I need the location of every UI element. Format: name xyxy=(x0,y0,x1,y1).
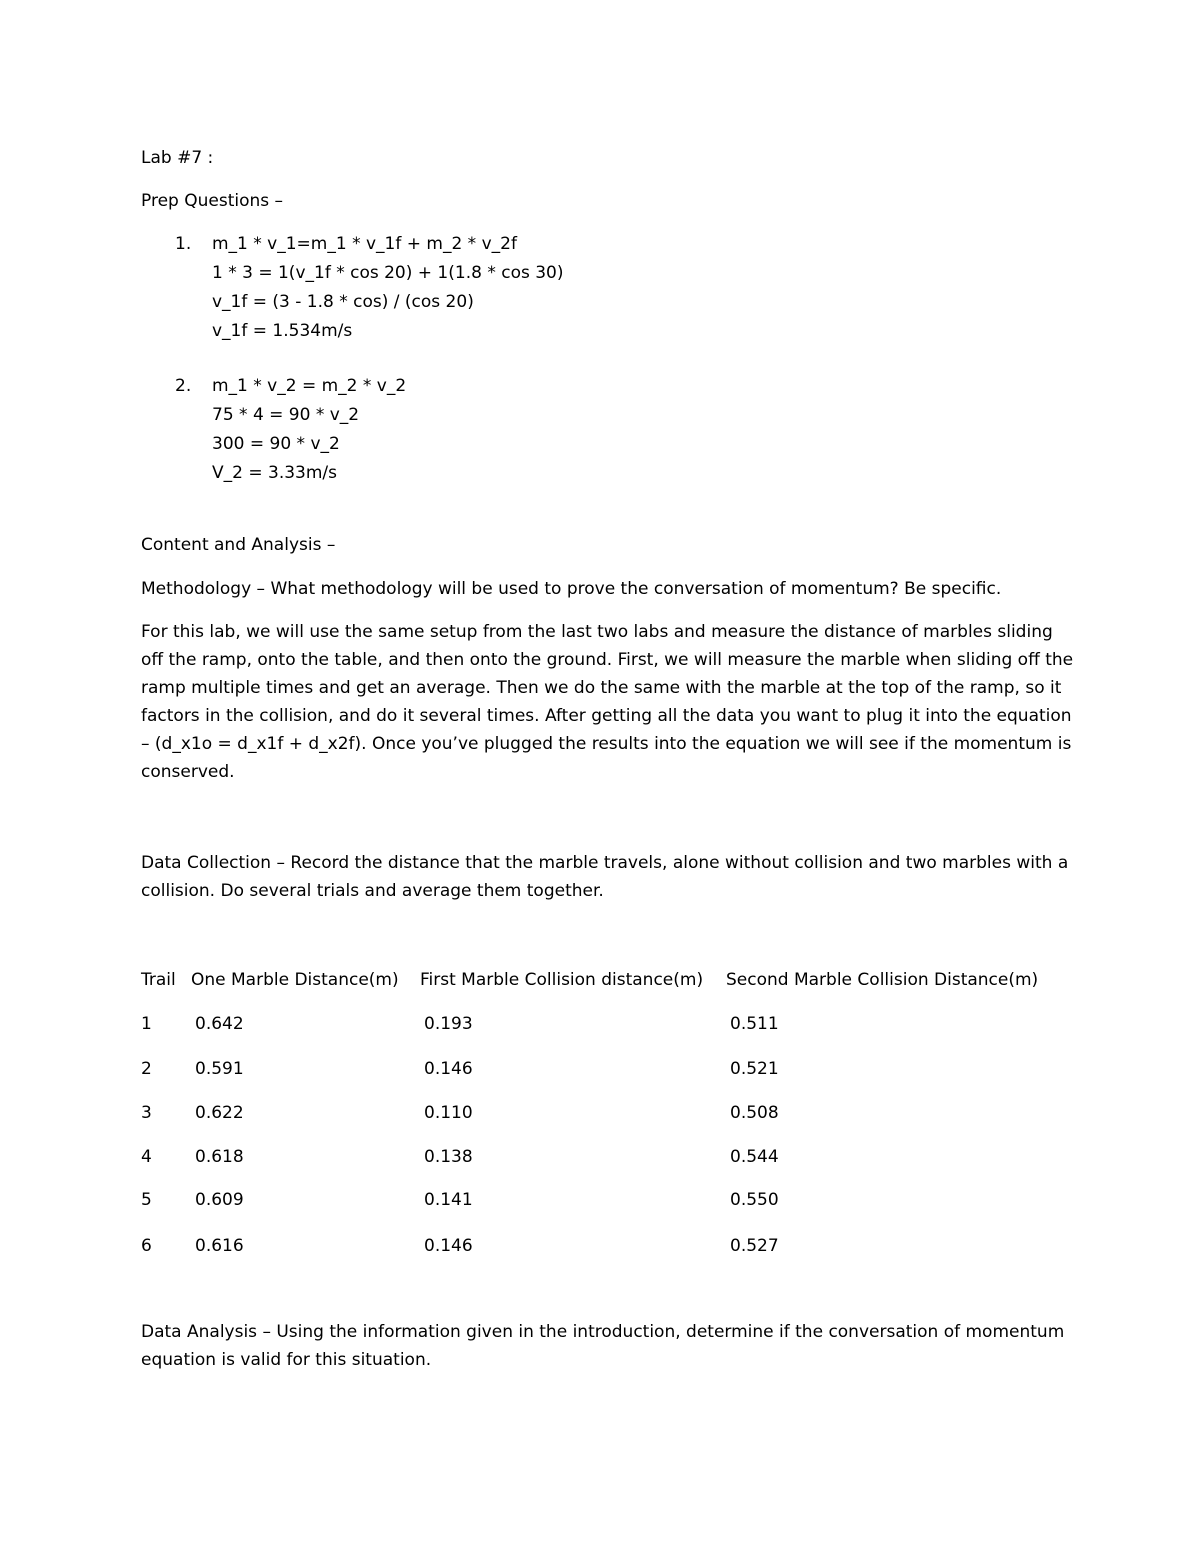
table-cell: 1 xyxy=(141,1014,152,1034)
table-cell: 0.609 xyxy=(195,1190,244,1210)
table-cell: 0.146 xyxy=(424,1059,473,1079)
table-cell: 0.521 xyxy=(730,1059,779,1079)
equation-line: V_2 = 3.33m/s xyxy=(212,463,337,483)
table-header-cell: Trail xyxy=(141,970,176,990)
table-cell: 0.616 xyxy=(195,1236,244,1256)
table-cell: 0.544 xyxy=(730,1147,779,1167)
equation-line: m_1 * v_2 = m_2 * v_2 xyxy=(212,376,407,396)
table-cell: 0.193 xyxy=(424,1014,473,1034)
table-cell: 6 xyxy=(141,1236,152,1256)
table-cell: 2 xyxy=(141,1059,152,1079)
lab-title: Lab #7 : xyxy=(141,148,214,168)
content-analysis-heading: Content and Analysis – xyxy=(141,535,336,555)
table-cell: 5 xyxy=(141,1190,152,1210)
table-cell: 0.146 xyxy=(424,1236,473,1256)
table-header-cell: One Marble Distance(m) xyxy=(191,970,399,990)
table-cell: 0.138 xyxy=(424,1147,473,1167)
table-cell: 0.508 xyxy=(730,1103,779,1123)
table-cell: 0.511 xyxy=(730,1014,779,1034)
table-cell: 0.591 xyxy=(195,1059,244,1079)
equation-line: m_1 * v_1=m_1 * v_1f + m_2 * v_2f xyxy=(212,234,517,254)
equation-line: v_1f = 1.534m/s xyxy=(212,321,353,341)
prep-questions-heading: Prep Questions – xyxy=(141,191,284,211)
table-header-cell: First Marble Collision distance(m) xyxy=(420,970,704,990)
table-cell: 0.618 xyxy=(195,1147,244,1167)
table-cell: 0.527 xyxy=(730,1236,779,1256)
table-header-cell: Second Marble Collision Distance(m) xyxy=(726,970,1039,990)
table-cell: 0.110 xyxy=(424,1103,473,1123)
data-analysis-prompt: Data Analysis – Using the information given in the introduction, determine if the conversation of momentum equation is valid for this situation. xyxy=(141,1322,1065,1370)
equation-line: 300 = 90 * v_2 xyxy=(212,434,340,454)
methodology-prompt: Methodology – What methodology will be used to prove the conversation of momentum? Be specific. xyxy=(141,579,1002,599)
table-cell: 0.622 xyxy=(195,1103,244,1123)
table-cell: 3 xyxy=(141,1103,152,1123)
data-collection-prompt: Data Collection – Record the distance that the marble travels, alone without collision and two marbles with a collision. Do several trials and average them together. xyxy=(141,853,1069,901)
equation-line: 75 * 4 = 90 * v_2 xyxy=(212,405,360,425)
equation-line: 1 * 3 = 1(v_1f * cos 20) + 1(1.8 * cos 30) xyxy=(212,263,564,283)
question-1-number: 1. xyxy=(175,234,192,254)
equation-line: v_1f = (3 - 1.8 * cos) / (cos 20) xyxy=(212,292,474,312)
table-cell: 0.141 xyxy=(424,1190,473,1210)
table-cell: 4 xyxy=(141,1147,152,1167)
table-cell: 0.642 xyxy=(195,1014,244,1034)
question-2-number: 2. xyxy=(175,376,192,396)
methodology-answer: For this lab, we will use the same setup from the last two labs and measure the distance of marbles sliding off the ramp, onto the table, and then onto the ground. First, we will measure the marble when sliding off the ramp multiple times and get an average. Then we do the same with the marble at the top of the ramp, so it factors in the collision, and do it several times. After getting all the data you want to plug it into the equation – (d_x1o = d_x1f + d_x2f). Once you’ve plugged the results into the equation we will see if the momentum is conserved. xyxy=(141,622,1074,782)
table-cell: 0.550 xyxy=(730,1190,779,1210)
